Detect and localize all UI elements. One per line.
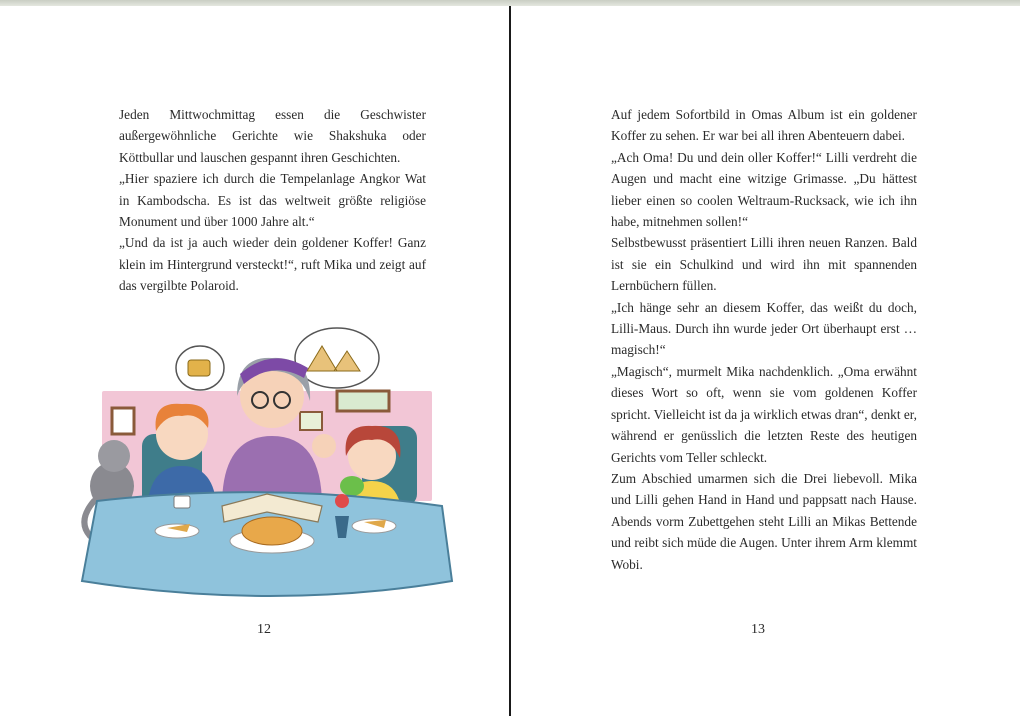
paragraph: „Ich hänge sehr an diesem Koffer, das weißt du doch, Lilli-Maus. Durch ihn wurde jeder Ort überhaupt erst … magisch!“ <box>611 299 917 358</box>
paragraph: Auf jedem Sofortbild in Omas Album ist ein goldener Koffer zu sehen. Er war bei all ihren Abenteuern dabei. <box>611 107 917 144</box>
family-dinner-illustration <box>72 316 464 616</box>
paragraph: Jeden Mittwochmittag essen die Geschwister außergewöhnliche Gerichte wie Shakshuka oder Köttbullar und lauschen gespannt ihren Geschichten. <box>119 107 426 165</box>
page-number: 12 <box>257 622 271 637</box>
left-text-block <box>119 104 426 297</box>
cat-head <box>98 440 130 472</box>
paragraph: „Und da ist ja auch wieder dein goldener Koffer! Ganz klein im Hintergrund versteckt!“, ruft Mika und zeigt auf das vergilbte Polaroid. <box>119 235 426 294</box>
cake <box>242 517 302 545</box>
left-page <box>0 6 509 716</box>
grandma-hand <box>312 434 336 458</box>
wall-frame-right <box>337 391 389 411</box>
page-number: 13 <box>751 622 765 637</box>
green-toy <box>340 476 364 496</box>
plate-left <box>155 524 199 538</box>
tea-cup <box>174 496 190 508</box>
paragraph: Selbstbewusst präsentiert Lilli ihren neuen Ranzen. Bald ist sie ein Schulkind und wird ihn mit spannenden Lernbüchern füllen. <box>611 235 917 294</box>
flower <box>335 494 349 508</box>
wall-frame-small <box>300 412 322 430</box>
golden-suitcase-icon <box>188 360 210 376</box>
right-text-block <box>611 104 917 575</box>
paragraph: „Ach Oma! Du und dein oller Koffer!“ Lilli verdreht die Augen und macht eine witzige Grimasse. „Du hättest lieber einen so coolen Weltraum-Rucksack, wie ich ihn habe, mitnehmen sollen!“ <box>611 149 917 230</box>
right-page <box>511 6 1020 716</box>
paragraph: „Magisch“, murmelt Mika nachdenklich. „Oma erwähnt dieses Wort so oft, wenn sie vom goldenen Koffer spricht. Vielleicht ist da ja wirklich etwas dran“, denkt er, während er genüsslich die letzten Reste des heutigen Gerichts vom Teller schleckt. <box>611 363 917 465</box>
wall-frame-left <box>112 408 134 434</box>
paragraph: Zum Abschied umarmen sich die Drei liebevoll. Mika und Lilli gehen Hand in Hand und pappsatt nach Hause. Abends vorm Zubettgehen steht Lilli an Mikas Bettende und reibt sich müde die Augen. Unter ihrem Arm klemmt Wobi. <box>611 470 917 572</box>
paragraph: „Hier spaziere ich durch die Tempelanlage Angkor Wat in Kambodscha. Es ist das weltweit größte religiöse Monument und über 1000 Jahre alt.“ <box>119 171 426 230</box>
